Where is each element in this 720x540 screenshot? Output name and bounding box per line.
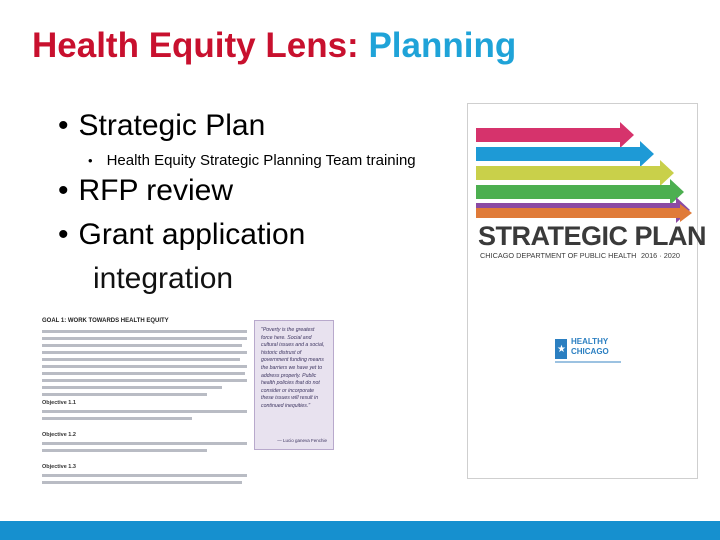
cover-years: 2016 · 2020 (641, 251, 680, 260)
sub-bullet-training: • Health Equity Strategic Planning Team training (88, 152, 416, 169)
bullet-strategic-plan: • Strategic Plan (58, 109, 265, 143)
arrow-2 (476, 141, 654, 167)
text-line (42, 351, 247, 354)
arrow-4 (476, 179, 684, 205)
title-part-1: Health Equity Lens: (32, 26, 359, 65)
quote-box (254, 320, 334, 450)
text-line (42, 393, 207, 396)
objective-1-heading: Objective 1.1 (42, 400, 76, 406)
text-line (42, 330, 247, 333)
strategic-plan-document-excerpt (42, 318, 334, 506)
text-line (42, 474, 247, 477)
logo-text-chicago: CHICAGO (571, 347, 609, 356)
goal-heading: GOAL 1: WORK TOWARDS HEALTH EQUITY (42, 318, 169, 324)
text-line (42, 358, 240, 361)
text-line (42, 379, 247, 382)
text-line (42, 449, 207, 452)
healthy-chicago-logo (555, 337, 621, 363)
logo-text-healthy: HEALTHY (571, 337, 609, 346)
text-line (42, 365, 247, 368)
bullet-grant-application-continued: integration (93, 262, 234, 295)
logo-box (555, 339, 567, 359)
arrow-1 (476, 122, 634, 148)
cover-title: STRATEGIC PLAN (478, 221, 706, 251)
strategic-plan-cover (467, 103, 706, 479)
objective-3-heading: Objective 1.3 (42, 464, 76, 470)
text-line (42, 417, 192, 420)
text-line (42, 481, 242, 484)
arrow-6 (476, 204, 692, 222)
bullet-grant-application: • Grant application (58, 218, 305, 252)
star-icon: ★ (557, 344, 566, 355)
quote-attribution: — Lucio ganeva Fenchie (277, 438, 327, 443)
bottom-accent-bar (0, 521, 720, 540)
text-line (42, 410, 247, 413)
bullet-rfp-review: • RFP review (58, 174, 233, 208)
text-line (42, 372, 245, 375)
text-line (42, 442, 247, 445)
text-line (42, 344, 242, 347)
slide-title (32, 26, 516, 66)
logo-underline (555, 361, 621, 363)
objective-2-heading: Objective 1.2 (42, 432, 76, 438)
title-part-2: Planning (368, 26, 517, 65)
text-line (42, 386, 222, 389)
quote-text: "Poverty is the greatest force here. Social and cultural issues and a social, historic distrust of government funding means the barriers we have yet to address properly. Public health policies that do not consider or incorporate these issues will result in continued inequities." (261, 327, 325, 409)
arrow-3 (476, 160, 674, 186)
cover-department: CHICAGO DEPARTMENT OF PUBLIC HEALTH (480, 251, 637, 260)
text-line (42, 337, 247, 340)
